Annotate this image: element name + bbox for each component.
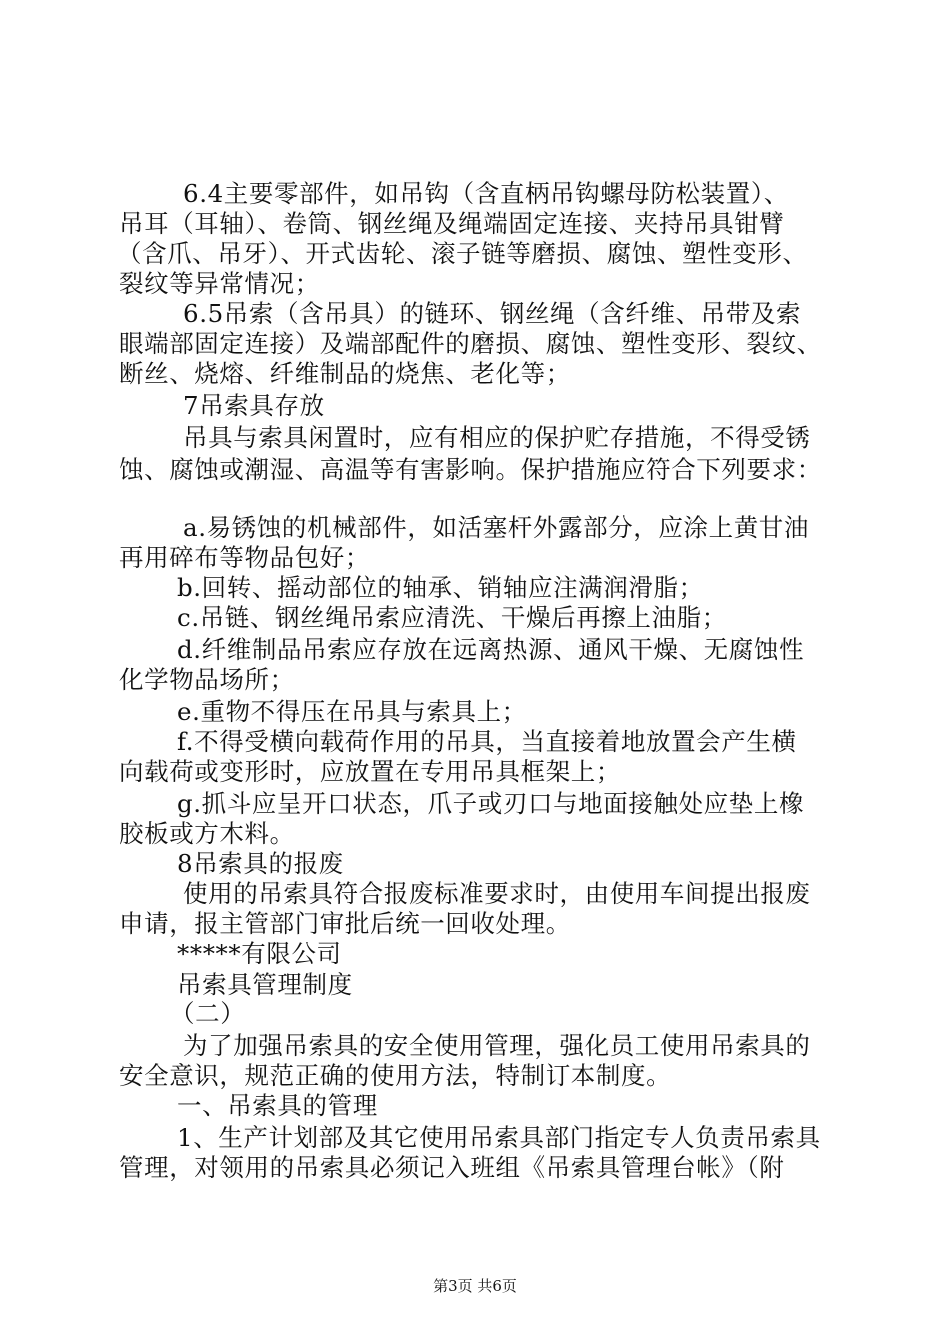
section-heading: 7吊索具存放 xyxy=(183,391,325,420)
document-subtitle: （二） xyxy=(170,999,246,1028)
text-line: 1、生产计划部及其它使用吊索具部门指定专人负责吊索具 xyxy=(177,1123,821,1152)
text-line: 裂纹等异常情况； xyxy=(119,269,320,298)
text-line: 胶板或方木料。 xyxy=(119,819,295,848)
list-item: f.不得受横向载荷作用的吊具，当直接着地放置会产生横 xyxy=(177,727,797,756)
text-line: 申请，报主管部门审批后统一回收处理。 xyxy=(119,909,571,938)
list-item: d.纤维制品吊索应存放在远离热源、通风干燥、无腐蚀性 xyxy=(177,635,805,664)
text-line: 管理，对领用的吊索具必须记入班组《吊索具管理台帐》（附 xyxy=(119,1153,785,1182)
text-line: 再用碎布等物品包好； xyxy=(119,543,370,572)
text-line: 眼端部固定连接）及端部配件的磨损、腐蚀、塑性变形、裂纹、 xyxy=(119,329,822,358)
text-line: 6.5吊索（含吊具）的链环、钢丝绳（含纤维、吊带及索 xyxy=(183,299,802,328)
document-title: 吊索具管理制度 xyxy=(177,970,353,999)
list-item: g.抓斗应呈开口状态，爪子或刃口与地面接触处应垫上橡 xyxy=(177,789,805,818)
text-line: 安全意识，规范正确的使用方法，特制订本制度。 xyxy=(119,1061,672,1090)
text-line: 使用的吊索具符合报废标准要求时，由使用车间提出报废 xyxy=(183,879,811,908)
section-heading: 8吊索具的报废 xyxy=(177,849,344,878)
text-line: 6.4主要零部件，如吊钩（含直柄吊钩螺母防松装置）、 xyxy=(183,179,789,208)
list-item: e.重物不得压在吊具与索具上； xyxy=(177,697,527,726)
text-line: 向载荷或变形时，应放置在专用吊具框架上； xyxy=(119,757,621,786)
text-line: 吊耳（耳轴）、卷筒、钢丝绳及绳端固定连接、夹持吊具钳臂 xyxy=(119,209,785,238)
page-footer: 第3页 共6页 xyxy=(433,1277,517,1295)
list-item: b.回转、摇动部位的轴承、销轴应注满润滑脂； xyxy=(177,573,704,602)
text-line: （含爪、吊牙）、开式齿轮、滚子链等磨损、腐蚀、塑性变形、 xyxy=(117,239,808,268)
text-line: 为了加强吊索具的安全使用管理，强化员工使用吊索具的 xyxy=(183,1031,811,1060)
text-line: 蚀、腐蚀或潮湿、高温等有害影响。保护措施应符合下列要求： xyxy=(119,455,822,484)
text-line: 断丝、烧熔、纤维制品的烧焦、老化等； xyxy=(119,359,571,388)
text-line: 吊具与索具闲置时，应有相应的保护贮存措施，不得受锈 xyxy=(183,423,811,452)
list-item: a.易锈蚀的机械部件，如活塞杆外露部分，应涂上黄甘油 xyxy=(183,513,809,542)
company-name: *****有限公司 xyxy=(177,939,342,968)
text-line: 化学物品场所； xyxy=(119,665,295,694)
list-item: c.吊链、钢丝绳吊索应清洗、干燥后再擦上油脂； xyxy=(177,603,727,632)
section-heading: 一、吊索具的管理 xyxy=(177,1091,378,1120)
